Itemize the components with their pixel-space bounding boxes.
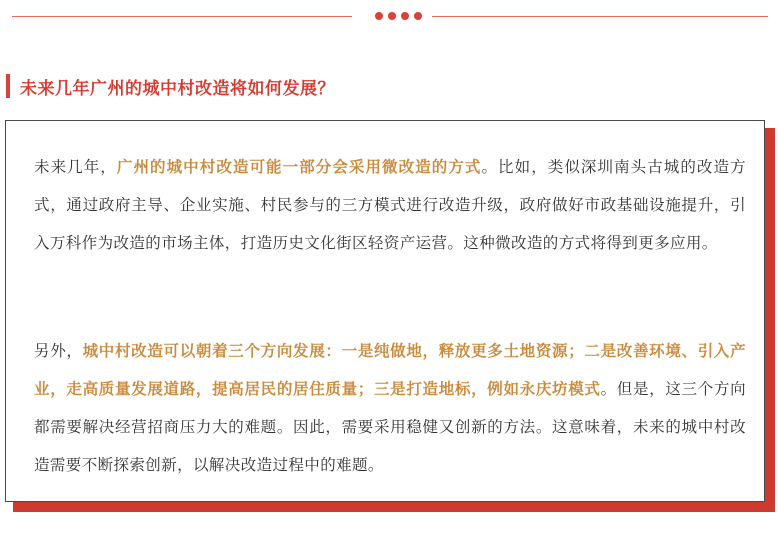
top-divider [0, 11, 780, 23]
divider-dots [375, 12, 422, 20]
divider-dot [375, 12, 383, 20]
paragraph-2-rest: 。但是，这三个方向都需要解决经营招商压力大的难题。因此，需要采用稳健又创新的方法。这意味着，未来的城中村改造需要不断探索创新，以解决改造过程中的难题。 [34, 380, 746, 474]
paragraph-2-highlight: 城中村改造可以朝着三个方向发展：一是纯做地，释放更多土地资源；二是改善环境、引入产业，走高质量发展道路，提高居民的居住质量；三是打造地标，例如永庆坊模式 [34, 342, 747, 398]
paragraph-1-lead: 未来几年， [34, 158, 117, 176]
paragraph-1-highlight: 广州的城中村改造可能一部分会采用微改造的方式 [116, 158, 482, 176]
paragraph-1-rest: 。比如，类似深圳南头古城的改造方式，通过政府主导、企业实施、村民参与的三方模式进行改造升级，政府做好市政基础设施提升，引入万科作为改造的市场主体，打造历史文化街区轻资产运营。这种微改造的方式将得到更多应用。 [34, 158, 746, 252]
paragraph-2 [34, 332, 746, 484]
divider-dot [388, 12, 396, 20]
paragraph-2-lead: 另外， [34, 342, 83, 360]
divider-dot [401, 12, 409, 20]
paragraph-1 [34, 148, 746, 262]
heading-accent-bar [6, 74, 10, 98]
section-heading [6, 72, 766, 100]
section-title: 未来几年广州的城中村改造将如何发展？ [20, 78, 335, 99]
divider-line-left [12, 16, 352, 17]
divider-dot [414, 12, 422, 20]
divider-line-right [432, 16, 768, 17]
content-card [5, 120, 765, 502]
